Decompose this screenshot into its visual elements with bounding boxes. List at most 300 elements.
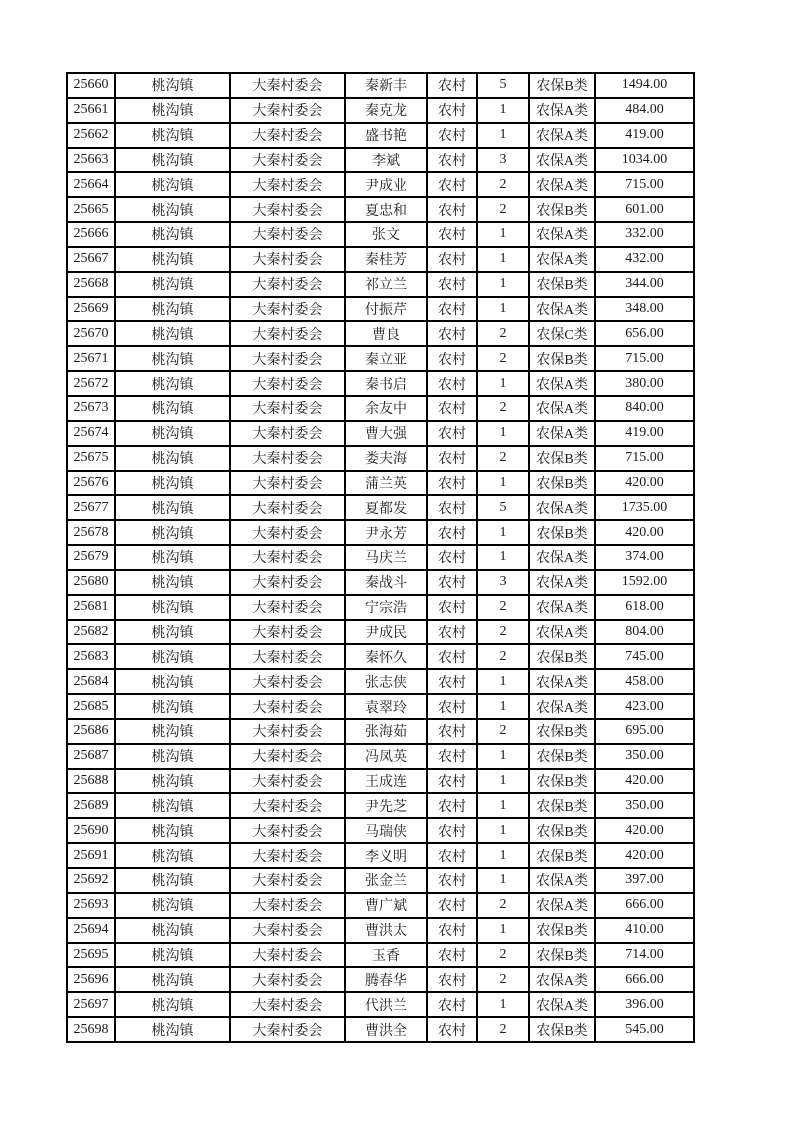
cell-amount: 420.00 [595,769,694,794]
cell-name: 秦书启 [345,371,427,396]
table-row [67,471,694,496]
cell-residence: 农村 [427,545,477,570]
cell-amount: 410.00 [595,918,694,943]
cell-amount: 380.00 [595,371,694,396]
pension-roster-body [67,73,694,1042]
cell-village: 大秦村委会 [230,446,345,471]
cell-id: 25686 [67,719,115,744]
cell-id: 25676 [67,471,115,496]
cell-town: 桃沟镇 [115,918,230,943]
cell-amount: 420.00 [595,471,694,496]
cell-count: 3 [477,148,529,173]
cell-village: 大秦村委会 [230,967,345,992]
cell-name: 祁立兰 [345,272,427,297]
cell-category: 农保A类 [529,247,595,272]
cell-id: 25667 [67,247,115,272]
cell-name: 李斌 [345,148,427,173]
cell-village: 大秦村委会 [230,694,345,719]
cell-category: 农保B类 [529,818,595,843]
cell-residence: 农村 [427,620,477,645]
cell-count: 2 [477,346,529,371]
cell-town: 桃沟镇 [115,943,230,968]
cell-category: 农保A类 [529,297,595,322]
table-row [67,669,694,694]
cell-village: 大秦村委会 [230,495,345,520]
table-row [67,918,694,943]
cell-town: 桃沟镇 [115,272,230,297]
cell-amount: 396.00 [595,992,694,1017]
cell-town: 桃沟镇 [115,1017,230,1042]
cell-name: 付振芹 [345,297,427,322]
table-row [67,520,694,545]
cell-amount: 656.00 [595,321,694,346]
cell-count: 1 [477,272,529,297]
cell-count: 2 [477,1017,529,1042]
cell-name: 曹大强 [345,421,427,446]
cell-village: 大秦村委会 [230,992,345,1017]
cell-village: 大秦村委会 [230,669,345,694]
cell-count: 2 [477,595,529,620]
cell-name: 秦新丰 [345,73,427,98]
cell-category: 农保A类 [529,545,595,570]
cell-village: 大秦村委会 [230,918,345,943]
cell-name: 尹成业 [345,172,427,197]
table-row [67,644,694,669]
cell-residence: 农村 [427,148,477,173]
cell-category: 农保B类 [529,1017,595,1042]
cell-village: 大秦村委会 [230,321,345,346]
cell-name: 尹先芝 [345,793,427,818]
cell-residence: 农村 [427,321,477,346]
cell-name: 张文 [345,222,427,247]
cell-amount: 348.00 [595,297,694,322]
cell-town: 桃沟镇 [115,197,230,222]
cell-category: 农保B类 [529,520,595,545]
cell-town: 桃沟镇 [115,421,230,446]
table-row [67,346,694,371]
cell-village: 大秦村委会 [230,644,345,669]
cell-id: 25666 [67,222,115,247]
cell-village: 大秦村委会 [230,744,345,769]
cell-town: 桃沟镇 [115,520,230,545]
cell-id: 25678 [67,520,115,545]
cell-category: 农保A类 [529,967,595,992]
cell-id: 25680 [67,570,115,595]
table-row [67,744,694,769]
table-row [67,943,694,968]
cell-residence: 农村 [427,272,477,297]
table-row [67,992,694,1017]
cell-town: 桃沟镇 [115,595,230,620]
cell-count: 1 [477,98,529,123]
pension-roster-table [66,72,695,1043]
cell-category: 农保A类 [529,371,595,396]
cell-count: 1 [477,992,529,1017]
cell-town: 桃沟镇 [115,222,230,247]
cell-amount: 714.00 [595,943,694,968]
cell-amount: 715.00 [595,446,694,471]
table-row [67,222,694,247]
cell-town: 桃沟镇 [115,620,230,645]
cell-village: 大秦村委会 [230,247,345,272]
cell-town: 桃沟镇 [115,694,230,719]
cell-village: 大秦村委会 [230,421,345,446]
cell-town: 桃沟镇 [115,992,230,1017]
cell-category: 农保B类 [529,471,595,496]
table-row [67,620,694,645]
cell-category: 农保A类 [529,495,595,520]
cell-name: 曹洪太 [345,918,427,943]
cell-category: 农保B类 [529,943,595,968]
cell-category: 农保A类 [529,595,595,620]
cell-residence: 农村 [427,918,477,943]
cell-town: 桃沟镇 [115,744,230,769]
cell-id: 25693 [67,893,115,918]
cell-id: 25675 [67,446,115,471]
cell-amount: 419.00 [595,421,694,446]
cell-amount: 1494.00 [595,73,694,98]
cell-amount: 350.00 [595,793,694,818]
cell-count: 1 [477,918,529,943]
cell-category: 农保A类 [529,396,595,421]
cell-category: 农保B类 [529,346,595,371]
cell-id: 25689 [67,793,115,818]
table-row [67,843,694,868]
cell-residence: 农村 [427,719,477,744]
cell-id: 25677 [67,495,115,520]
cell-amount: 545.00 [595,1017,694,1042]
cell-amount: 745.00 [595,644,694,669]
cell-residence: 农村 [427,197,477,222]
cell-amount: 601.00 [595,197,694,222]
cell-name: 盛书艳 [345,123,427,148]
cell-amount: 484.00 [595,98,694,123]
cell-residence: 农村 [427,396,477,421]
cell-category: 农保B类 [529,644,595,669]
cell-name: 马庆兰 [345,545,427,570]
cell-village: 大秦村委会 [230,570,345,595]
cell-count: 1 [477,247,529,272]
cell-residence: 农村 [427,73,477,98]
cell-category: 农保A类 [529,172,595,197]
cell-id: 25670 [67,321,115,346]
cell-name: 曹洪全 [345,1017,427,1042]
cell-village: 大秦村委会 [230,943,345,968]
cell-town: 桃沟镇 [115,98,230,123]
cell-count: 1 [477,744,529,769]
cell-count: 2 [477,172,529,197]
cell-name: 张志侠 [345,669,427,694]
cell-amount: 1592.00 [595,570,694,595]
cell-amount: 420.00 [595,843,694,868]
cell-category: 农保A类 [529,669,595,694]
cell-count: 2 [477,620,529,645]
table-row [67,769,694,794]
table-row [67,98,694,123]
cell-village: 大秦村委会 [230,818,345,843]
cell-residence: 农村 [427,595,477,620]
cell-id: 25668 [67,272,115,297]
cell-amount: 332.00 [595,222,694,247]
cell-id: 25663 [67,148,115,173]
cell-village: 大秦村委会 [230,297,345,322]
cell-name: 宁宗浩 [345,595,427,620]
cell-village: 大秦村委会 [230,769,345,794]
cell-village: 大秦村委会 [230,595,345,620]
cell-residence: 农村 [427,247,477,272]
cell-residence: 农村 [427,818,477,843]
cell-town: 桃沟镇 [115,446,230,471]
table-row [67,421,694,446]
cell-count: 1 [477,793,529,818]
cell-category: 农保B类 [529,769,595,794]
cell-amount: 423.00 [595,694,694,719]
cell-amount: 804.00 [595,620,694,645]
cell-residence: 农村 [427,1017,477,1042]
cell-id: 25661 [67,98,115,123]
cell-name: 娄夫海 [345,446,427,471]
cell-town: 桃沟镇 [115,570,230,595]
cell-count: 2 [477,197,529,222]
cell-residence: 农村 [427,893,477,918]
cell-count: 2 [477,943,529,968]
cell-count: 1 [477,421,529,446]
cell-category: 农保A类 [529,868,595,893]
cell-name: 腾春华 [345,967,427,992]
cell-id: 25679 [67,545,115,570]
cell-town: 桃沟镇 [115,967,230,992]
cell-id: 25694 [67,918,115,943]
cell-name: 夏都发 [345,495,427,520]
cell-village: 大秦村委会 [230,123,345,148]
cell-residence: 农村 [427,868,477,893]
cell-village: 大秦村委会 [230,793,345,818]
cell-category: 农保B类 [529,793,595,818]
cell-residence: 农村 [427,967,477,992]
table-row [67,868,694,893]
cell-count: 1 [477,371,529,396]
cell-name: 曹良 [345,321,427,346]
cell-village: 大秦村委会 [230,545,345,570]
cell-amount: 344.00 [595,272,694,297]
cell-village: 大秦村委会 [230,396,345,421]
cell-village: 大秦村委会 [230,843,345,868]
cell-id: 25697 [67,992,115,1017]
cell-count: 1 [477,222,529,247]
cell-name: 余友中 [345,396,427,421]
cell-count: 3 [477,570,529,595]
cell-amount: 618.00 [595,595,694,620]
table-row [67,719,694,744]
cell-count: 2 [477,396,529,421]
cell-town: 桃沟镇 [115,247,230,272]
cell-id: 25662 [67,123,115,148]
cell-village: 大秦村委会 [230,98,345,123]
cell-category: 农保A类 [529,222,595,247]
cell-count: 1 [477,669,529,694]
cell-name: 秦立亚 [345,346,427,371]
cell-town: 桃沟镇 [115,893,230,918]
cell-name: 蒲兰英 [345,471,427,496]
cell-id: 25690 [67,818,115,843]
cell-id: 25685 [67,694,115,719]
cell-village: 大秦村委会 [230,893,345,918]
cell-name: 秦战斗 [345,570,427,595]
table-row [67,495,694,520]
cell-category: 农保A类 [529,123,595,148]
cell-amount: 840.00 [595,396,694,421]
cell-residence: 农村 [427,943,477,968]
cell-count: 1 [477,520,529,545]
cell-town: 桃沟镇 [115,172,230,197]
cell-name: 李义明 [345,843,427,868]
cell-count: 2 [477,321,529,346]
cell-count: 2 [477,893,529,918]
table-row [67,371,694,396]
cell-category: 农保A类 [529,694,595,719]
cell-residence: 农村 [427,346,477,371]
table-row [67,545,694,570]
cell-amount: 1034.00 [595,148,694,173]
cell-residence: 农村 [427,992,477,1017]
cell-id: 25681 [67,595,115,620]
cell-name: 夏忠和 [345,197,427,222]
cell-residence: 农村 [427,843,477,868]
cell-name: 王成连 [345,769,427,794]
cell-id: 25696 [67,967,115,992]
cell-category: 农保B类 [529,73,595,98]
cell-category: 农保B类 [529,744,595,769]
cell-residence: 农村 [427,222,477,247]
cell-town: 桃沟镇 [115,148,230,173]
cell-village: 大秦村委会 [230,471,345,496]
cell-town: 桃沟镇 [115,669,230,694]
cell-village: 大秦村委会 [230,620,345,645]
cell-id: 25672 [67,371,115,396]
cell-village: 大秦村委会 [230,222,345,247]
cell-category: 农保B类 [529,197,595,222]
cell-category: 农保B类 [529,843,595,868]
cell-name: 玉香 [345,943,427,968]
cell-amount: 397.00 [595,868,694,893]
cell-name: 代洪兰 [345,992,427,1017]
cell-town: 桃沟镇 [115,644,230,669]
table-row [67,172,694,197]
cell-name: 张金兰 [345,868,427,893]
cell-amount: 1735.00 [595,495,694,520]
cell-category: 农保B类 [529,719,595,744]
cell-town: 桃沟镇 [115,868,230,893]
cell-category: 农保A类 [529,620,595,645]
cell-residence: 农村 [427,98,477,123]
cell-name: 尹成民 [345,620,427,645]
cell-name: 秦怀久 [345,644,427,669]
cell-category: 农保A类 [529,421,595,446]
cell-town: 桃沟镇 [115,818,230,843]
cell-residence: 农村 [427,520,477,545]
cell-town: 桃沟镇 [115,297,230,322]
cell-amount: 458.00 [595,669,694,694]
cell-count: 1 [477,868,529,893]
cell-count: 2 [477,446,529,471]
cell-id: 25695 [67,943,115,968]
cell-count: 1 [477,123,529,148]
cell-category: 农保A类 [529,98,595,123]
cell-amount: 695.00 [595,719,694,744]
cell-name: 曹广斌 [345,893,427,918]
cell-id: 25682 [67,620,115,645]
cell-count: 1 [477,545,529,570]
cell-id: 25660 [67,73,115,98]
table-row [67,73,694,98]
cell-town: 桃沟镇 [115,73,230,98]
cell-amount: 374.00 [595,545,694,570]
cell-village: 大秦村委会 [230,520,345,545]
table-row [67,967,694,992]
table-row [67,321,694,346]
cell-name: 袁翠玲 [345,694,427,719]
cell-category: 农保A类 [529,148,595,173]
cell-village: 大秦村委会 [230,1017,345,1042]
table-row [67,595,694,620]
cell-name: 秦桂芳 [345,247,427,272]
cell-town: 桃沟镇 [115,793,230,818]
table-row [67,818,694,843]
cell-village: 大秦村委会 [230,73,345,98]
cell-village: 大秦村委会 [230,371,345,396]
cell-village: 大秦村委会 [230,197,345,222]
cell-residence: 农村 [427,471,477,496]
table-row [67,123,694,148]
cell-category: 农保C类 [529,321,595,346]
cell-category: 农保A类 [529,992,595,1017]
cell-town: 桃沟镇 [115,346,230,371]
cell-count: 1 [477,843,529,868]
table-row [67,793,694,818]
cell-amount: 419.00 [595,123,694,148]
cell-category: 农保B类 [529,918,595,943]
cell-category: 农保A类 [529,570,595,595]
table-row [67,570,694,595]
cell-town: 桃沟镇 [115,495,230,520]
cell-residence: 农村 [427,570,477,595]
cell-amount: 420.00 [595,818,694,843]
cell-amount: 666.00 [595,967,694,992]
cell-residence: 农村 [427,644,477,669]
cell-amount: 432.00 [595,247,694,272]
table-row [67,247,694,272]
cell-residence: 农村 [427,172,477,197]
cell-id: 25687 [67,744,115,769]
cell-amount: 350.00 [595,744,694,769]
cell-id: 25692 [67,868,115,893]
table-row [67,272,694,297]
cell-count: 2 [477,967,529,992]
table-row [67,396,694,421]
table-row [67,1017,694,1042]
cell-town: 桃沟镇 [115,719,230,744]
cell-count: 1 [477,297,529,322]
cell-residence: 农村 [427,694,477,719]
cell-name: 冯凤英 [345,744,427,769]
cell-id: 25683 [67,644,115,669]
cell-residence: 农村 [427,371,477,396]
table-row [67,197,694,222]
cell-id: 25698 [67,1017,115,1042]
cell-residence: 农村 [427,769,477,794]
cell-name: 秦克龙 [345,98,427,123]
cell-count: 1 [477,769,529,794]
